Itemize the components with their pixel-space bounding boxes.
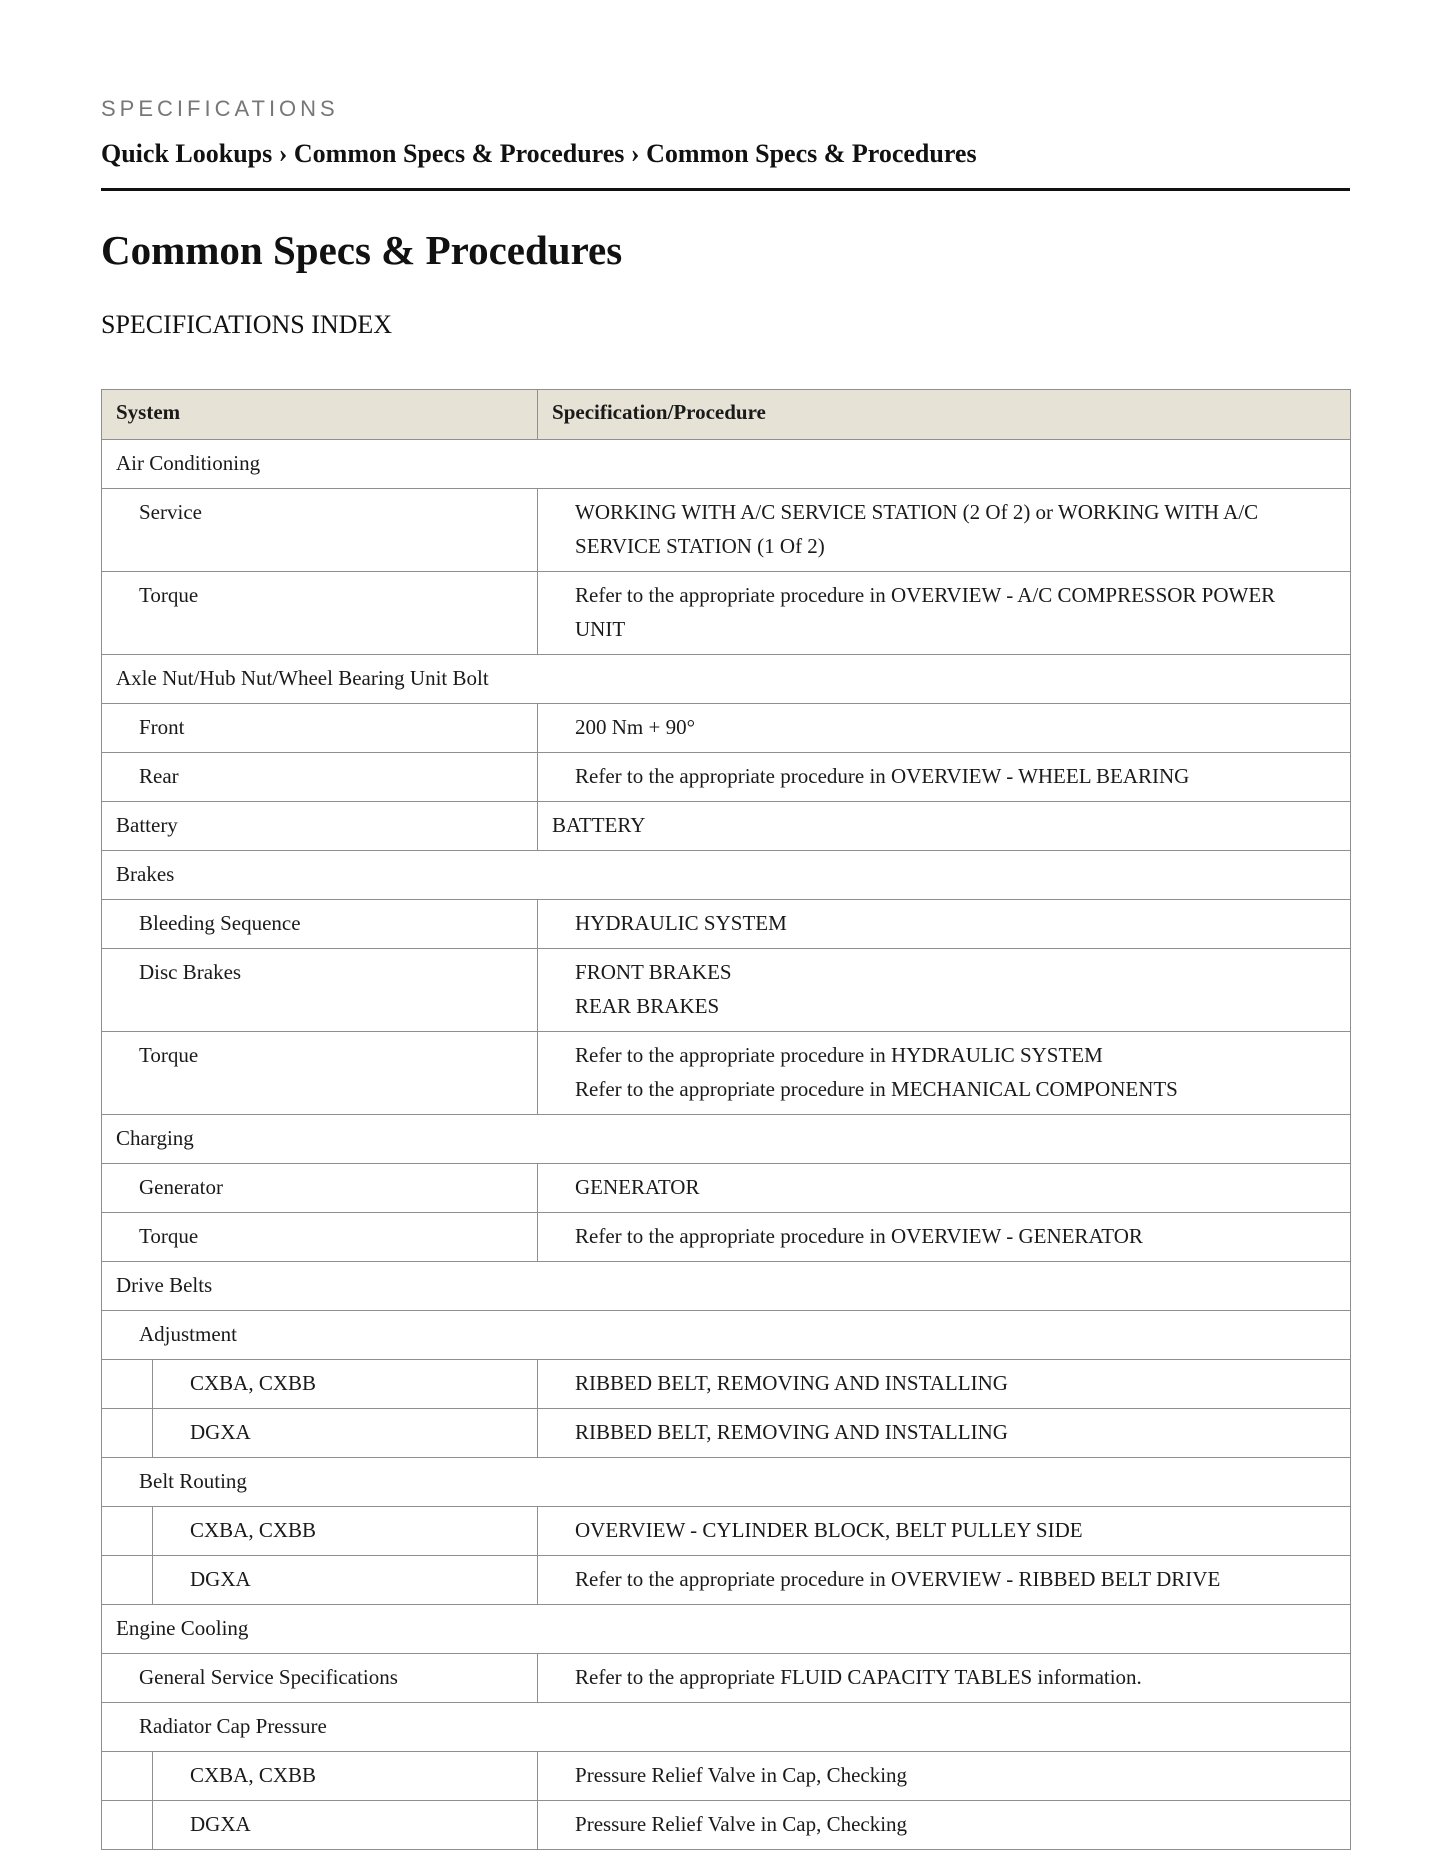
spec-line: Pressure Relief Valve in Cap, Checking [575, 1812, 908, 1836]
indent-spacer [102, 1752, 153, 1801]
indent-spacer [102, 1801, 153, 1850]
column-header-specification: Specification/Procedure [538, 390, 1351, 440]
spec-cell [538, 1360, 1351, 1409]
spec-cell [538, 704, 1351, 753]
subitem-label: DGXA [153, 1556, 538, 1605]
group-heading: Brakes [102, 851, 1351, 900]
table-row [102, 1654, 1351, 1703]
group-heading: Axle Nut/Hub Nut/Wheel Bearing Unit Bolt [102, 655, 1351, 704]
group-heading: Charging [102, 1115, 1351, 1164]
indent-spacer [102, 1360, 153, 1409]
spec-line: Refer to the appropriate procedure in OVERVIEW - WHEEL BEARING [575, 764, 1190, 788]
spec-line: WORKING WITH A/C SERVICE STATION (2 Of 2) or WORKING WITH A/C SERVICE STATION (1 Of 2) [575, 500, 1259, 558]
table-row [102, 1801, 1351, 1850]
section-kicker: SPECIFICATIONS [101, 96, 339, 121]
spec-cell [538, 1654, 1351, 1703]
spec-line: REAR BRAKES [575, 994, 720, 1018]
spec-cell [538, 1164, 1351, 1213]
table-row [102, 1507, 1351, 1556]
table-row [102, 1115, 1351, 1164]
spec-cell [538, 1409, 1351, 1458]
spec-cell [538, 572, 1351, 655]
table-row [102, 949, 1351, 1032]
spec-cell [538, 489, 1351, 572]
item-label: Generator [102, 1164, 538, 1213]
table-row [102, 1458, 1351, 1507]
subgroup-heading: Radiator Cap Pressure [102, 1703, 1351, 1752]
table-row [102, 655, 1351, 704]
indent-spacer [102, 1507, 153, 1556]
spec-line: Pressure Relief Valve in Cap, Checking [575, 1763, 908, 1787]
spec-cell [538, 1213, 1351, 1262]
spec-cell [538, 1556, 1351, 1605]
item-label: Torque [102, 1213, 538, 1262]
spec-line: RIBBED BELT, REMOVING AND INSTALLING [575, 1371, 1008, 1395]
table-body [102, 440, 1351, 1850]
spec-cell [538, 802, 1351, 851]
table-row [102, 1409, 1351, 1458]
item-label: General Service Specifications [102, 1654, 538, 1703]
breadcrumb: Quick Lookups › Common Specs & Procedures › Common Specs & Procedures [101, 139, 977, 168]
item-label: Torque [102, 1032, 538, 1115]
spec-line: Refer to the appropriate procedure in MECHANICAL COMPONENTS [575, 1077, 1178, 1101]
system-label: Battery [102, 802, 538, 851]
page-subtitle: SPECIFICATIONS INDEX [101, 310, 393, 339]
spec-line: GENERATOR [575, 1175, 700, 1199]
spec-cell [538, 949, 1351, 1032]
item-label: Front [102, 704, 538, 753]
spec-cell [538, 1801, 1351, 1850]
spec-line: HYDRAULIC SYSTEM [575, 911, 787, 935]
spec-line: RIBBED BELT, REMOVING AND INSTALLING [575, 1420, 1008, 1444]
table-row [102, 1752, 1351, 1801]
table-row [102, 1605, 1351, 1654]
table-row [102, 802, 1351, 851]
spec-line: Refer to the appropriate FLUID CAPACITY TABLES information. [575, 1665, 1142, 1689]
specifications-table [101, 389, 1351, 1850]
header-divider [101, 188, 1350, 191]
group-heading: Air Conditioning [102, 440, 1351, 489]
table-row [102, 489, 1351, 572]
item-label: Bleeding Sequence [102, 900, 538, 949]
table-row [102, 1213, 1351, 1262]
table-row [102, 440, 1351, 489]
item-label: Torque [102, 572, 538, 655]
item-label: Service [102, 489, 538, 572]
subitem-label: CXBA, CXBB [153, 1507, 538, 1556]
spec-cell [538, 1752, 1351, 1801]
spec-line: OVERVIEW - CYLINDER BLOCK, BELT PULLEY SIDE [575, 1518, 1083, 1542]
table-row [102, 1703, 1351, 1752]
table-row [102, 704, 1351, 753]
subitem-label: CXBA, CXBB [153, 1360, 538, 1409]
table-row [102, 1164, 1351, 1213]
subgroup-heading: Belt Routing [102, 1458, 1351, 1507]
table-row [102, 1360, 1351, 1409]
item-label: Disc Brakes [102, 949, 538, 1032]
spec-cell [538, 900, 1351, 949]
spec-line: Refer to the appropriate procedure in OVERVIEW - GENERATOR [575, 1224, 1143, 1248]
subgroup-heading: Adjustment [102, 1311, 1351, 1360]
table-row [102, 900, 1351, 949]
spec-cell [538, 1507, 1351, 1556]
group-heading: Engine Cooling [102, 1605, 1351, 1654]
spec-cell [538, 1032, 1351, 1115]
table-row [102, 572, 1351, 655]
table-row [102, 851, 1351, 900]
indent-spacer [102, 1556, 153, 1605]
table-row [102, 1556, 1351, 1605]
spec-line: Refer to the appropriate procedure in OVERVIEW - A/C COMPRESSOR POWER UNIT [575, 583, 1276, 641]
table-header-row [102, 390, 1351, 440]
table-row [102, 753, 1351, 802]
table-row [102, 1032, 1351, 1115]
subitem-label: DGXA [153, 1801, 538, 1850]
item-label: Rear [102, 753, 538, 802]
spec-line: BATTERY [552, 813, 646, 837]
spec-line: FRONT BRAKES [575, 960, 732, 984]
subitem-label: CXBA, CXBB [153, 1752, 538, 1801]
indent-spacer [102, 1409, 153, 1458]
spec-line: 200 Nm + 90° [575, 715, 696, 739]
spec-cell [538, 753, 1351, 802]
column-header-system: System [102, 390, 538, 440]
spec-line: Refer to the appropriate procedure in HYDRAULIC SYSTEM [575, 1043, 1103, 1067]
table-row [102, 1311, 1351, 1360]
subitem-label: DGXA [153, 1409, 538, 1458]
table-row [102, 1262, 1351, 1311]
spec-line: Refer to the appropriate procedure in OVERVIEW - RIBBED BELT DRIVE [575, 1567, 1221, 1591]
group-heading: Drive Belts [102, 1262, 1351, 1311]
page-title: Common Specs & Procedures [101, 227, 623, 273]
